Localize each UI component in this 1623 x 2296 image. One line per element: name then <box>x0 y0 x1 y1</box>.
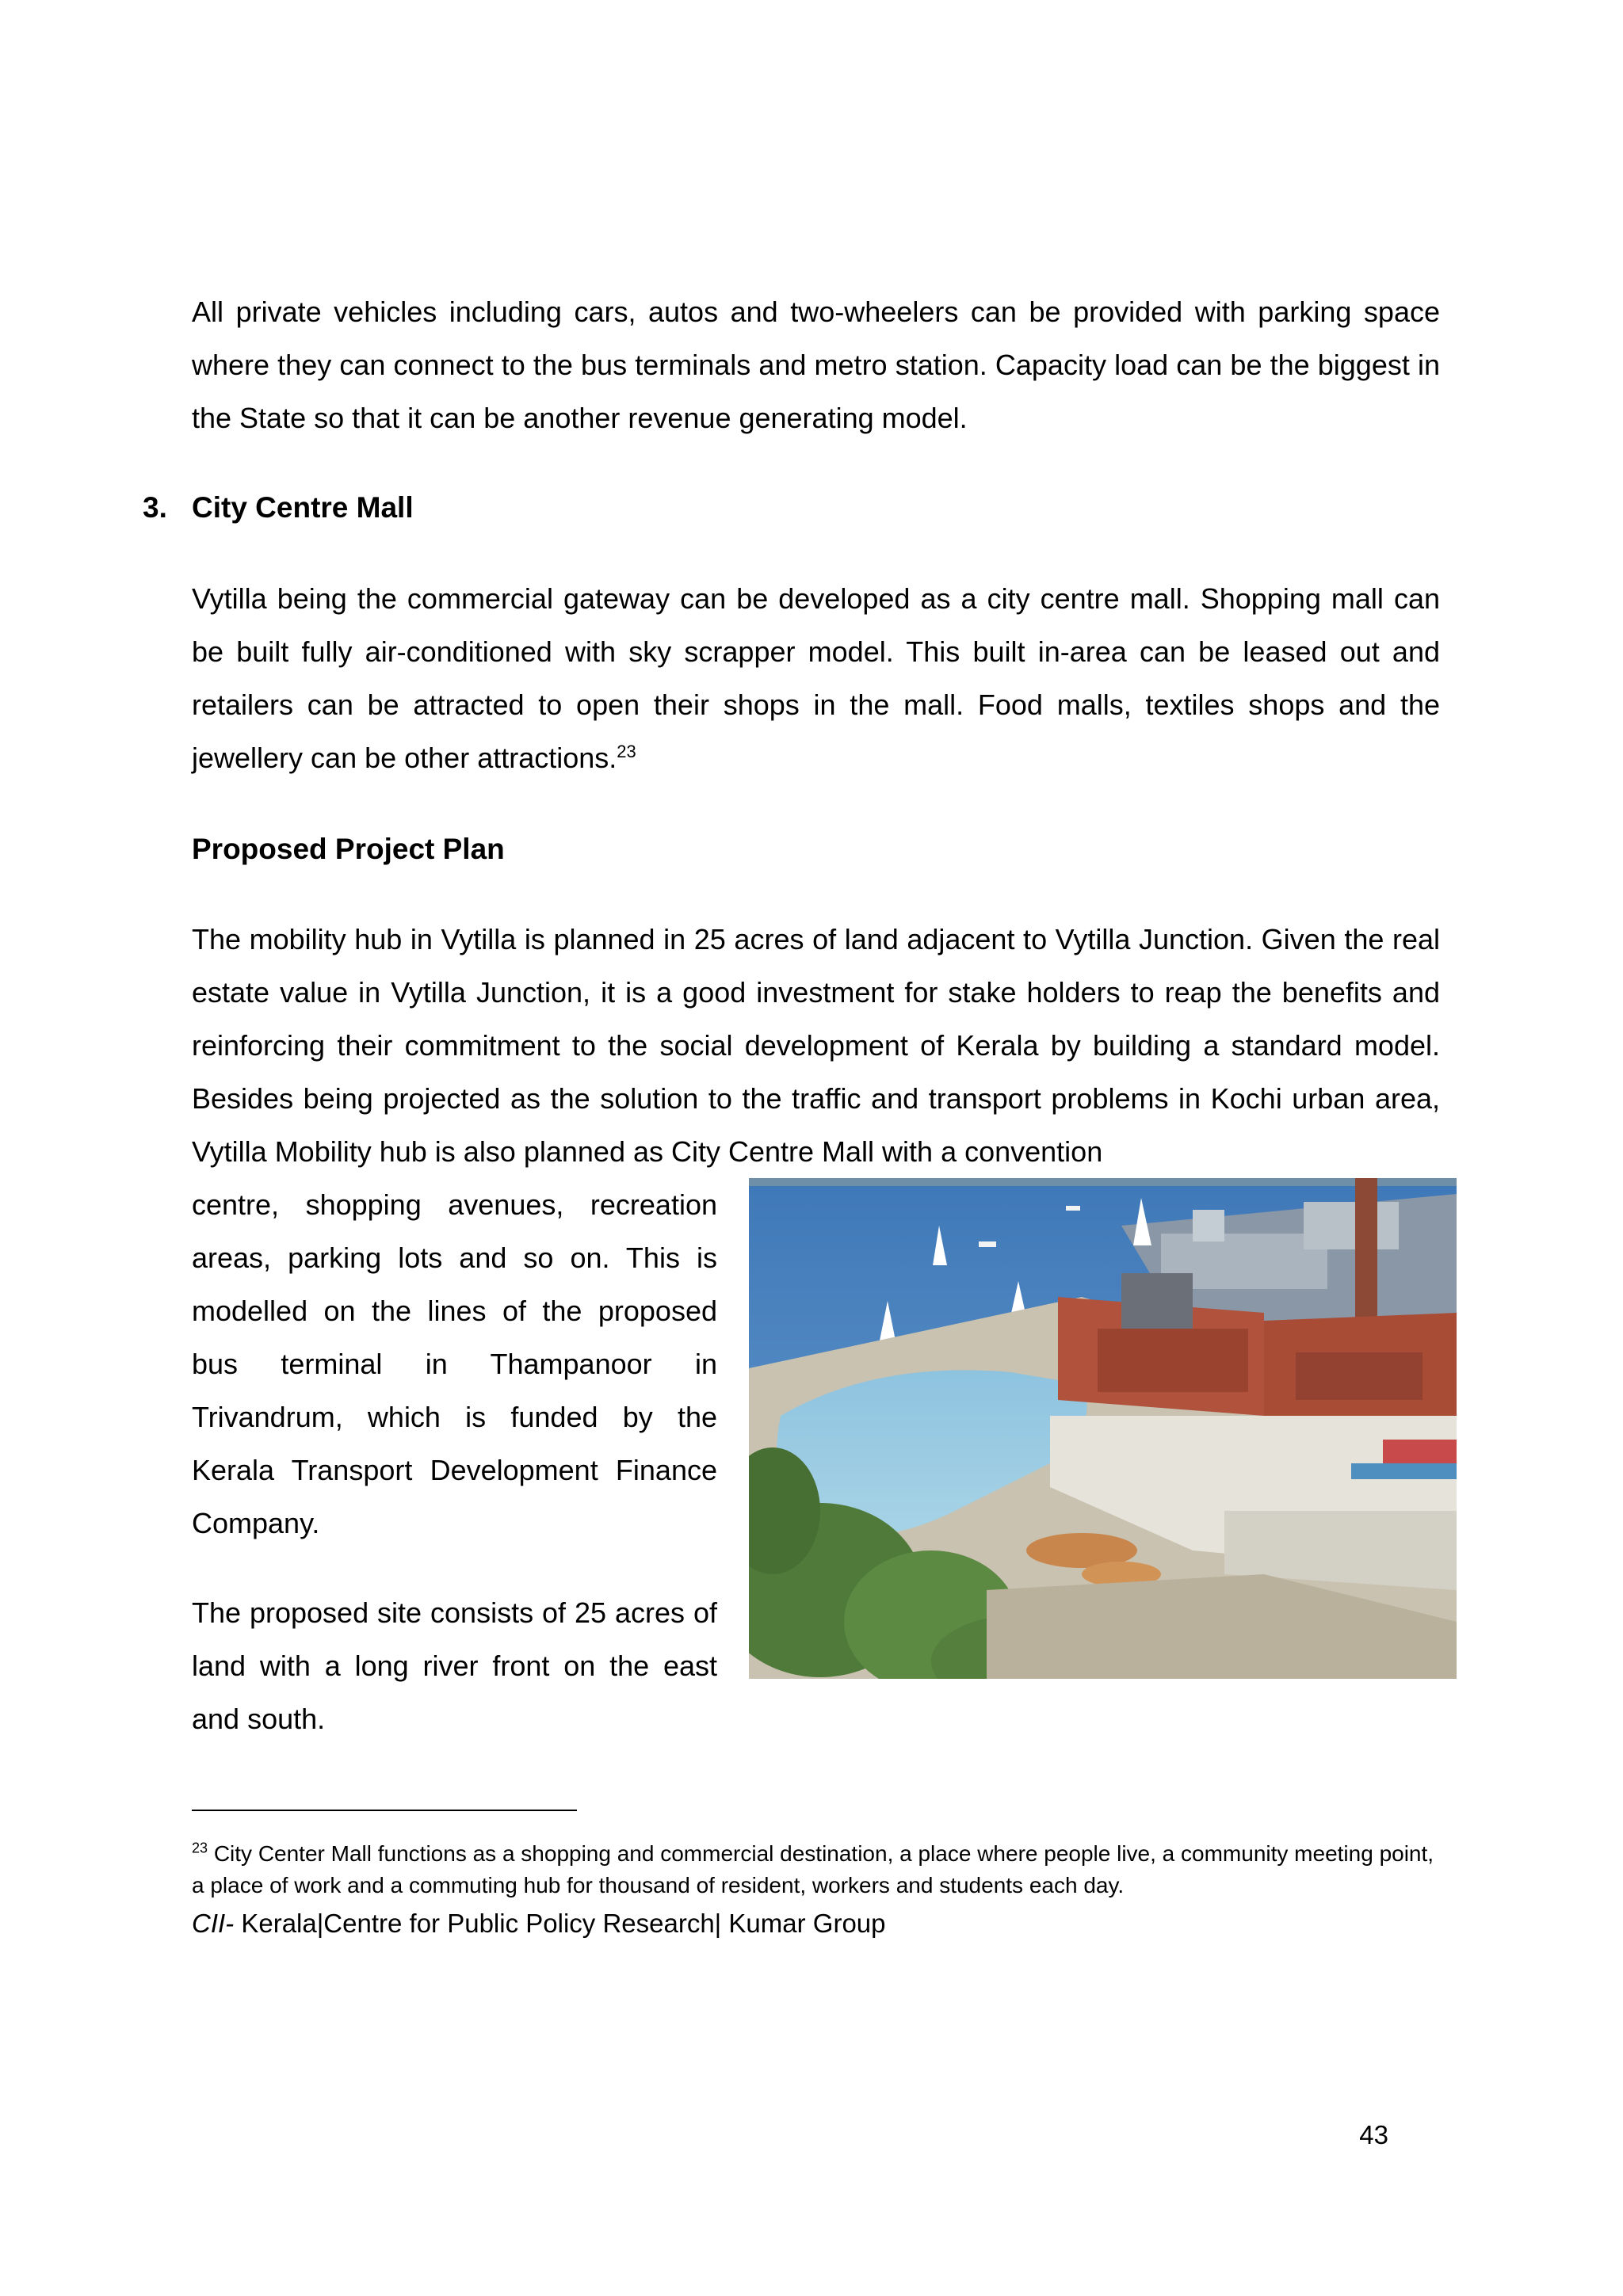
intro-paragraph: All private vehicles including cars, autos and two-wheelers can be provided with parking space where they can connect to the bus terminals and metro station. Capacity load can be the biggest in the State so that it can be another revenue generating model. <box>192 296 1440 434</box>
publisher-italic: CII- <box>192 1909 235 1938</box>
footnote-number: 23 <box>192 1840 208 1856</box>
footnote <box>192 1838 1444 1901</box>
section-paragraph-text: Vytilla being the commercial gateway can be developed as a city centre mall. Shopping mall can be built fully air-conditioned with sky scrapper model. This built in-area can be leased out and retailers can be attracted to open their shops in the mall. Food malls, textiles shops and the jewellery can be other attractions. <box>192 582 1440 774</box>
subsection-title: Proposed Project Plan <box>192 833 505 865</box>
footnote-ref: 23 <box>617 742 636 761</box>
publisher-rest: Kerala|Centre for Public Policy Research| Kumar Group <box>234 1909 886 1938</box>
project-plan-wrap-paragraph: centre, shopping avenues, recreation areas, parking lots and so on. This is modelled on the lines of the proposed bus terminal in Thampanoor in Trivandrum, which is funded by the Kerala Transport Development Finance Company. <box>192 1188 717 1539</box>
page-number: 43 <box>1359 2120 1388 2149</box>
publisher-line <box>192 1908 886 1939</box>
footnote-text: City Center Mall functions as a shopping and commercial destination, a place where people live, a community meeting point, a place of work and a commuting hub for thousand of resident, workers and students each day. <box>192 1841 1434 1897</box>
section-title: City Centre Mall <box>192 491 414 524</box>
footnote-separator <box>192 1810 577 1811</box>
project-plan-paragraph: The mobility hub in Vytilla is planned in 25 acres of land adjacent to Vytilla Junction. Given the real estate value in Vytilla Junction, it is a good investment for stake holders to reap the benefits and reinforcing their commitment to the social development of Kerala by building a standard model. Besides being projected as the solution to the traffic and transport problems in Kochi urban area, Vytilla Mobility hub is also planned as City Centre Mall with a convention <box>192 923 1440 1168</box>
section-number: 3. <box>143 491 167 524</box>
waterfront-mall-photo <box>749 1178 1457 1679</box>
section-paragraph <box>192 572 1440 784</box>
site-paragraph: The proposed site consists of 25 acres of land with a long river front on the east and south. <box>192 1596 717 1735</box>
